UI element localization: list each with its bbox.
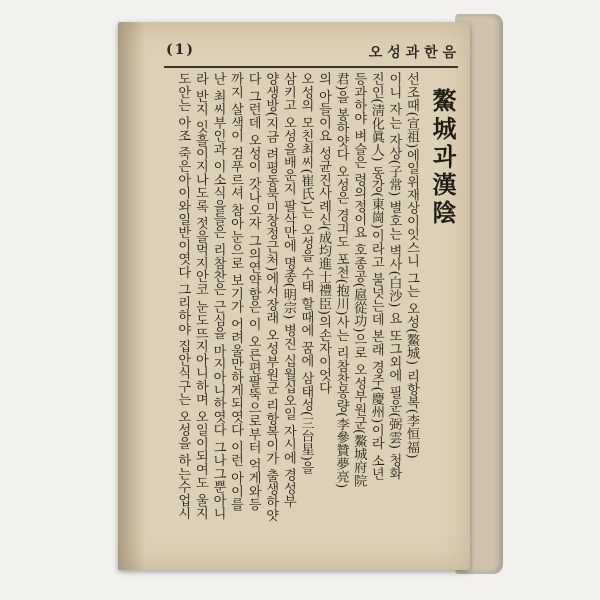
- text-column: 도안는 아조 죽은아이와일반이엿다 그리하야 집안식구는 오성을 하는수업시: [175, 72, 191, 520]
- text-column: 진인(淸化眞人) 동강(東崗)이라고 불넛는데 본래 경주(慶州)이라 소년: [368, 72, 384, 481]
- running-title: 오 성 과 한 음: [368, 45, 456, 61]
- text-column: 까지 살색이 검푸르셔 참아눈으로 보기가 어려울만하게되엿다 이런 아이를: [228, 72, 244, 511]
- text-column: 선조때(宣祖)에일위재상이잇스니 그는 오성(鰲城) 리항복(李恒福): [404, 72, 419, 459]
- text-column: 다 그런데 오성이 갓나오자 그의연약함은 이 오른편팔뚝으로부터 억게와등: [245, 72, 261, 511]
- header-rule: [164, 66, 458, 68]
- text-column: 난 최씨부인과 이소식을들은 리참찬은 근심을 마지아니하엿다 그나그뿐아니: [210, 72, 226, 520]
- book-page: [118, 22, 470, 570]
- text-column: 라 반지 잇흘이지나도록 젓을먹지안코 눈도뜨지아니하며 오일이되여도 울지: [192, 72, 208, 520]
- text-column: 이니 자는 자상(子常) 별호는 벽사(白沙) 요 또그외에 필운(弼雲) 청화: [386, 72, 402, 480]
- text-column: 양생방(지금 려평동북미창정근처)에서장래 오성부원군 리항복이가 출생하얏: [263, 72, 279, 522]
- page-header: [166, 42, 456, 62]
- text-column: 의 아들이요 성균진사례신(成均進士禮臣)의손자이엇다: [316, 72, 332, 395]
- text-column: 등과하야 벼슬은 령의정이요 호종공(扈從功)으로 오성부원군(鰲城府院: [351, 72, 367, 488]
- text-column: 오성의 모친최씨(崔氏)는 오성을 수태 할때에 꿈에 삼태성(三台星)을: [298, 72, 314, 475]
- text-column: 君)을 봉하얏다 오성은 경긔도 포천(抱川)사는 리참찬몽량(李參贊夢亮): [333, 72, 349, 489]
- text-column: 삼키고 오성을배운지 팔삭만에 명종(明宗) 병진 십월십오일 자시에 경성부: [280, 72, 296, 508]
- page-number: (1): [166, 42, 195, 58]
- body-text: [162, 72, 420, 552]
- chapter-title: 鰲城과漢陰: [428, 88, 457, 228]
